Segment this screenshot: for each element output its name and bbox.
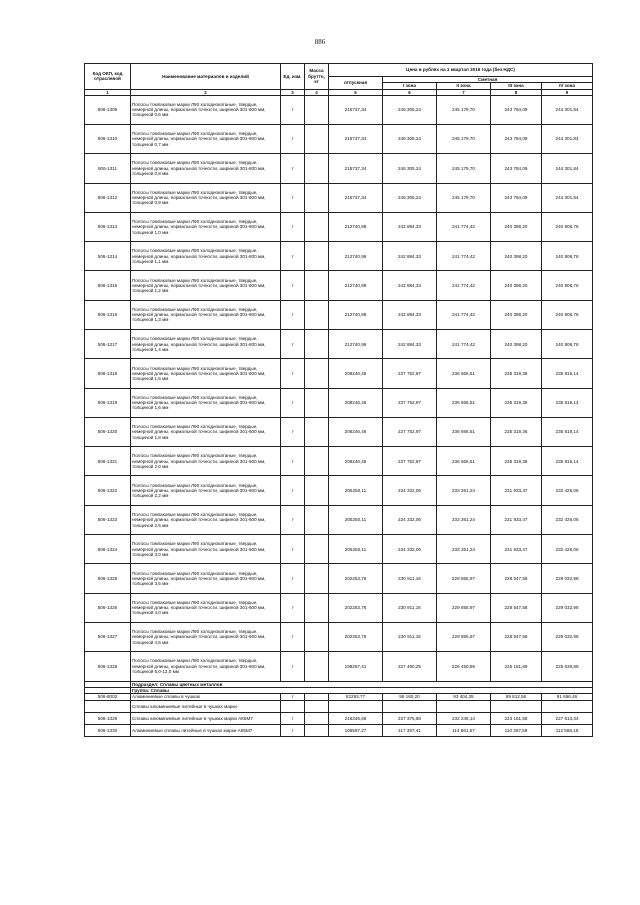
item-unit: т [281, 622, 305, 651]
page-number: 886 [314, 38, 326, 46]
item-name: Полосы томпаковые марки Л90 холоднокатаные, твердые, немерной длины, нормальной точности, шириной 301-600 мм, толщиной 4,5 мм [131, 622, 281, 651]
item-zone4-price: 229 032,98 [542, 564, 593, 593]
item-mass [305, 725, 329, 737]
item-zone1-price: 237 752,97 [383, 388, 437, 417]
item-zone2-price: 241 774,42 [437, 330, 491, 359]
item-zone4-price: 91 656,46 [542, 694, 593, 701]
header-price-group: Цена в рублях на 1 квартал 2016 года (без НДС) [329, 64, 593, 77]
header-unit: Ед. изм. [281, 64, 305, 90]
item-release-price: 215737,34 [329, 95, 383, 124]
item-code: 506-1327 [85, 622, 131, 651]
item-release-price: 205250,11 [329, 505, 383, 534]
item-name: Полосы томпаковые марки Л90 холоднокатаные, твердые, немерной длины, нормальной точности, шириной 301-600 мм, толщиной 1,2 мм [131, 271, 281, 300]
item-release-price: 216346,66 [329, 713, 383, 725]
item-name: Алюминиевые сплавы в чушках [131, 694, 281, 701]
item-mass [305, 359, 329, 388]
item-unit: т [281, 652, 305, 681]
item-release-price: 215737,34 [329, 124, 383, 153]
item-code [85, 701, 131, 713]
item-mass [305, 124, 329, 153]
item-mass [305, 593, 329, 622]
item-zone1-price: 246 305,24 [383, 124, 437, 153]
item-zone3-price: 235 319,36 [491, 417, 542, 446]
item-zone2-price: 241 774,42 [437, 242, 491, 271]
item-zone2-price: 233 261,24 [437, 505, 491, 534]
item-zone1-price: 237 752,97 [383, 417, 437, 446]
item-unit [281, 701, 305, 713]
item-mass [305, 564, 329, 593]
item-zone4-price: 229 032,98 [542, 622, 593, 651]
table-row [85, 535, 593, 564]
item-zone2-price: 229 855,97 [437, 593, 491, 622]
item-zone1-price: 234 332,06 [383, 505, 437, 534]
item-zone2-price: 229 855,97 [437, 622, 491, 651]
item-zone1-price: 246 305,24 [383, 183, 437, 212]
item-name: Полосы томпаковые марки Л90 холоднокатаные, твердые, немерной длины, нормальной точности, шириной 301-600 мм, толщиной 0,6 мм [131, 95, 281, 124]
item-release-price: 202253,76 [329, 593, 383, 622]
item-code: 506-1321 [85, 447, 131, 476]
item-unit: т [281, 593, 305, 622]
column-number: 2 [131, 89, 281, 95]
item-zone4-price: 232 426,06 [542, 535, 593, 564]
item-code: 506-1316 [85, 300, 131, 329]
header-zone-4: IV зона [542, 83, 593, 89]
item-release-price: 205250,11 [329, 476, 383, 505]
item-zone2-price: 241 774,42 [437, 300, 491, 329]
column-number: 4 [305, 89, 329, 95]
group-row-label: Группа: Сплавы [131, 687, 593, 693]
item-name: Полосы томпаковые марки Л90 холоднокатаные, твердые, немерной длины, нормальной точности, шириной 301-600 мм, толщиной 5,0-12,0 мм [131, 652, 281, 681]
item-name: Полосы томпаковые марки Л90 холоднокатаные, твердые, немерной длины, нормальной точности, шириной 301-600 мм, толщиной 1,0 мм [131, 212, 281, 241]
item-zone1-price: 246 305,24 [383, 95, 437, 124]
item-zone1-price: 242 884,33 [383, 300, 437, 329]
table-row [85, 154, 593, 183]
item-zone3-price [491, 701, 542, 713]
item-zone2-price: 245 179,70 [437, 183, 491, 212]
item-release-price: 106597,27 [329, 725, 383, 737]
item-release-price: 212740,99 [329, 330, 383, 359]
item-zone1-price: 237 375,58 [383, 713, 437, 725]
item-code: 506-1326 [85, 593, 131, 622]
item-zone1-price: 242 884,33 [383, 330, 437, 359]
item-name: Полосы томпаковые марки Л90 холоднокатаные, твердые, немерной длины, нормальной точности, шириной 301-600 мм, толщиной 1,5 мм [131, 359, 281, 388]
item-unit: т [281, 505, 305, 534]
item-unit: т [281, 417, 305, 446]
item-zone3-price: 240 398,20 [491, 271, 542, 300]
item-name: Полосы томпаковые марки Л90 холоднокатаные, твердые, немерной длины, нормальной точности, шириной 301-600 мм, толщиной 1,6 мм [131, 388, 281, 417]
item-code: 506-1313 [85, 212, 131, 241]
item-release-price: 212740,99 [329, 212, 383, 241]
item-zone1-price: 230 911,16 [383, 622, 437, 651]
item-zone3-price: 240 398,20 [491, 212, 542, 241]
item-zone4-price: 240 908,76 [542, 300, 593, 329]
item-zone4-price: 240 908,76 [542, 242, 593, 271]
item-zone2-price: 226 450,69 [437, 652, 491, 681]
header-release: отпускная [329, 77, 383, 90]
item-mass [305, 622, 329, 651]
item-release-price: 215737,34 [329, 183, 383, 212]
column-number: 1 [85, 89, 131, 95]
item-code: 506-1312 [85, 183, 131, 212]
item-release-price: 208246,46 [329, 447, 383, 476]
item-unit: т [281, 300, 305, 329]
item-zone1-price: 242 884,33 [383, 271, 437, 300]
item-name: Полосы томпаковые марки Л90 холоднокатаные, твердые, немерной длины, нормальной точности, шириной 301-600 мм, толщиной 2,5 мм [131, 505, 281, 534]
item-unit: т [281, 694, 305, 701]
item-zone2-price: 241 774,42 [437, 271, 491, 300]
column-number: 9 [542, 89, 593, 95]
item-release-price: 212740,99 [329, 271, 383, 300]
table-row [85, 95, 593, 124]
item-zone2-price: 245 179,70 [437, 154, 491, 183]
item-zone4-price: 244 301,84 [542, 154, 593, 183]
column-number: 7 [437, 89, 491, 95]
item-zone1-price: 246 305,24 [383, 154, 437, 183]
price-table [84, 63, 593, 737]
item-zone3-price: 223 151,58 [491, 713, 542, 725]
column-number: 5 [329, 89, 383, 95]
item-zone4-price: 235 819,14 [542, 388, 593, 417]
table-row [85, 388, 593, 417]
item-zone1-price: 227 490,25 [383, 652, 437, 681]
item-code: 506-1328 [85, 652, 131, 681]
item-release-price: 208246,46 [329, 417, 383, 446]
item-zone2-price: 236 666,51 [437, 417, 491, 446]
item-zone2-price: 236 666,51 [437, 359, 491, 388]
table-row [85, 564, 593, 593]
item-release-price: 199257,41 [329, 652, 383, 681]
column-number: 3 [281, 89, 305, 95]
item-zone3-price: 240 398,20 [491, 330, 542, 359]
item-name: Полосы томпаковые марки Л90 холоднокатаные, твердые, немерной длины, нормальной точности, шириной 301-600 мм, толщиной 0,9 мм [131, 183, 281, 212]
table-body [85, 95, 593, 737]
item-name: Полосы томпаковые марки Л90 холоднокатаные, твердые, немерной длины, нормальной точности, шириной 301-600 мм, толщиной 1,8 мм [131, 417, 281, 446]
table-row [85, 271, 593, 300]
item-zone2-price [437, 701, 491, 713]
item-zone3-price: 235 319,36 [491, 447, 542, 476]
item-code: 506-8002 [85, 694, 131, 701]
item-zone4-price: 244 301,84 [542, 124, 593, 153]
item-name: Алюминиевые сплавы литейные в чушках марки АК5М7 [131, 725, 281, 737]
item-zone2-price: 245 179,70 [437, 124, 491, 153]
item-zone4-price: 232 426,06 [542, 476, 593, 505]
item-name: Сплавы алюминиевые литейные в чушках марки [131, 701, 281, 713]
item-zone4-price: 244 301,84 [542, 95, 593, 124]
table-row [85, 476, 593, 505]
item-code: 506-1330 [85, 725, 131, 737]
item-code: 506-1323 [85, 505, 131, 534]
item-release-price: 208246,46 [329, 388, 383, 417]
item-zone4-price [542, 701, 593, 713]
table-row [85, 694, 593, 701]
item-mass [305, 388, 329, 417]
item-mass [305, 417, 329, 446]
table-row [85, 505, 593, 534]
item-zone4-price: 112 568,15 [542, 725, 593, 737]
header-name: Наименование материалов и изделий [131, 64, 281, 90]
item-code: 506-1315 [85, 271, 131, 300]
header-code: Код ОКП, код отраслевой [85, 64, 131, 90]
table-row [85, 300, 593, 329]
item-zone3-price: 231 933,47 [491, 535, 542, 564]
header-estimate: Сметная [383, 77, 593, 83]
item-mass [305, 95, 329, 124]
item-release-price: 212740,99 [329, 300, 383, 329]
item-unit: т [281, 535, 305, 564]
item-unit: т [281, 212, 305, 241]
item-name: Полосы томпаковые марки Л90 холоднокатаные, твердые, немерной длины, нормальной точности, шириной 301-600 мм, толщиной 1,3 мм [131, 300, 281, 329]
item-mass [305, 154, 329, 183]
item-zone4-price: 235 819,14 [542, 417, 593, 446]
item-code: 506-1317 [85, 330, 131, 359]
table-row [85, 701, 593, 713]
item-zone2-price: 229 855,97 [437, 564, 491, 593]
table-row [85, 713, 593, 725]
item-mass [305, 701, 329, 713]
item-zone4-price: 244 301,84 [542, 183, 593, 212]
item-zone2-price: 236 666,51 [437, 447, 491, 476]
item-zone1-price [383, 701, 437, 713]
header-zone-1: I зона [383, 83, 437, 89]
table-row [85, 212, 593, 241]
table-row [85, 447, 593, 476]
item-mass [305, 505, 329, 534]
item-release-price: 82293,77 [329, 694, 383, 701]
table-row [85, 622, 593, 651]
item-name: Полосы томпаковые марки Л90 холоднокатаные, твердые, немерной длины, нормальной точности, шириной 301-600 мм, толщиной 2,2 мм [131, 476, 281, 505]
item-zone1-price: 95 160,20 [383, 694, 437, 701]
table-row [85, 593, 593, 622]
header-zone-3: III зона [491, 83, 542, 89]
item-mass [305, 300, 329, 329]
item-zone2-price: 241 774,42 [437, 212, 491, 241]
item-release-price: 205250,11 [329, 535, 383, 564]
item-zone3-price: 243 784,09 [491, 183, 542, 212]
item-mass [305, 652, 329, 681]
item-zone4-price: 227 613,34 [542, 713, 593, 725]
item-zone2-price: 233 261,24 [437, 476, 491, 505]
item-zone3-price: 228 547,58 [491, 622, 542, 651]
header-zone-2: II зона [437, 83, 491, 89]
item-unit: т [281, 95, 305, 124]
item-zone3-price: 89 812,56 [491, 694, 542, 701]
item-zone4-price: 225 639,89 [542, 652, 593, 681]
item-mass [305, 212, 329, 241]
item-mass [305, 447, 329, 476]
item-zone4-price: 240 908,76 [542, 330, 593, 359]
item-name: Полосы томпаковые марки Л90 холоднокатаные, твердые, немерной длины, нормальной точности, шириной 301-600 мм, толщиной 1,1 мм [131, 242, 281, 271]
item-zone3-price: 243 784,09 [491, 124, 542, 153]
item-release-price: 202253,76 [329, 564, 383, 593]
table-row [85, 359, 593, 388]
item-zone1-price: 237 752,97 [383, 359, 437, 388]
item-zone4-price: 240 908,76 [542, 212, 593, 241]
item-zone3-price: 235 319,36 [491, 359, 542, 388]
item-unit: т [281, 476, 305, 505]
table-row [85, 330, 593, 359]
item-zone3-price: 228 547,58 [491, 593, 542, 622]
item-mass [305, 476, 329, 505]
item-zone1-price: 234 332,06 [383, 535, 437, 564]
item-unit: т [281, 124, 305, 153]
item-code: 506-1311 [85, 154, 131, 183]
item-unit: т [281, 564, 305, 593]
item-unit: т [281, 359, 305, 388]
item-name: Сплавы алюминиевые литейные в чушках марки АК5М7 [131, 713, 281, 725]
item-zone1-price: 117 397,41 [383, 725, 437, 737]
item-zone1-price: 237 752,97 [383, 447, 437, 476]
item-mass [305, 183, 329, 212]
item-name: Полосы томпаковые марки Л90 холоднокатаные, твердые, немерной длины, нормальной точности, шириной 301-600 мм, толщиной 1,4 мм [131, 330, 281, 359]
item-zone2-price: 233 261,24 [437, 535, 491, 564]
table-row [85, 124, 593, 153]
item-zone3-price: 231 933,47 [491, 505, 542, 534]
item-zone2-price: 236 666,51 [437, 388, 491, 417]
item-zone3-price: 110 367,59 [491, 725, 542, 737]
item-zone1-price: 242 884,33 [383, 212, 437, 241]
item-code: 506-1322 [85, 476, 131, 505]
item-mass [305, 713, 329, 725]
item-code: 506-1324 [85, 535, 131, 564]
item-unit: т [281, 183, 305, 212]
item-release-price [329, 701, 383, 713]
header-mass: Масса брутто, кг [305, 64, 329, 90]
item-code: 506-1318 [85, 359, 131, 388]
item-code: 506-1309 [85, 95, 131, 124]
column-number: 8 [491, 89, 542, 95]
item-zone3-price: 240 398,20 [491, 242, 542, 271]
item-zone3-price: 228 547,58 [491, 564, 542, 593]
item-zone3-price: 243 784,09 [491, 95, 542, 124]
item-zone2-price: 114 861,57 [437, 725, 491, 737]
item-code: 506-1329 [85, 713, 131, 725]
item-mass [305, 694, 329, 701]
table-row [85, 652, 593, 681]
item-zone1-price: 230 911,16 [383, 593, 437, 622]
item-zone3-price: 240 398,20 [491, 300, 542, 329]
item-name: Полосы томпаковые марки Л90 холоднокатаные, твердые, немерной длины, нормальной точности, шириной 301-600 мм, толщиной 3,0 мм [131, 535, 281, 564]
item-zone3-price: 231 933,47 [491, 476, 542, 505]
item-unit: т [281, 725, 305, 737]
item-mass [305, 535, 329, 564]
column-number: 6 [383, 89, 437, 95]
item-zone4-price: 229 032,98 [542, 593, 593, 622]
item-release-price: 215737,34 [329, 154, 383, 183]
item-name: Полосы томпаковые марки Л90 холоднокатаные, твердые, немерной длины, нормальной точности, шириной 301-600 мм, толщиной 0,7 мм [131, 124, 281, 153]
item-unit: т [281, 242, 305, 271]
item-release-price: 202253,76 [329, 622, 383, 651]
item-mass [305, 330, 329, 359]
item-zone2-price: 245 179,70 [437, 95, 491, 124]
item-zone2-price: 93 404,35 [437, 694, 491, 701]
item-zone4-price: 240 908,76 [542, 271, 593, 300]
item-code: 506-1310 [85, 124, 131, 153]
item-name: Полосы томпаковые марки Л90 холоднокатаные, твердые, немерной длины, нормальной точности, шириной 301-600 мм, толщиной 4,0 мм [131, 593, 281, 622]
item-zone4-price: 235 819,14 [542, 359, 593, 388]
item-mass [305, 242, 329, 271]
item-name: Полосы томпаковые марки Л90 холоднокатаные, твердые, немерной длины, нормальной точности, шириной 301-600 мм, толщиной 2,0 мм [131, 447, 281, 476]
item-zone4-price: 235 819,14 [542, 447, 593, 476]
item-code: 506-1320 [85, 417, 131, 446]
item-zone3-price: 235 319,36 [491, 388, 542, 417]
item-zone1-price: 234 332,06 [383, 476, 437, 505]
item-name: Полосы томпаковые марки Л90 холоднокатаные, твердые, немерной длины, нормальной точности, шириной 301-600 мм, толщиной 0,8 мм [131, 154, 281, 183]
item-name: Полосы томпаковые марки Л90 холоднокатаные, твердые, немерной длины, нормальной точности, шириной 301-600 мм, толщиной 3,5 мм [131, 564, 281, 593]
table-row [85, 242, 593, 271]
item-unit: т [281, 154, 305, 183]
item-unit: т [281, 447, 305, 476]
table-row [85, 417, 593, 446]
item-zone1-price: 242 884,33 [383, 242, 437, 271]
table-row [85, 725, 593, 737]
item-release-price: 208246,46 [329, 359, 383, 388]
item-zone2-price: 232 248,14 [437, 713, 491, 725]
item-release-price: 212740,99 [329, 242, 383, 271]
item-code: 506-1314 [85, 242, 131, 271]
item-unit: т [281, 330, 305, 359]
subsection-row-label: Подраздел: Сплавы цветных металлов [131, 681, 593, 687]
table-row [85, 183, 593, 212]
item-zone3-price: 243 784,09 [491, 154, 542, 183]
item-unit: т [281, 713, 305, 725]
item-code: 506-1325 [85, 564, 131, 593]
item-zone3-price: 225 161,69 [491, 652, 542, 681]
item-unit: т [281, 271, 305, 300]
item-code: 506-1319 [85, 388, 131, 417]
item-zone1-price: 230 911,16 [383, 564, 437, 593]
item-mass [305, 271, 329, 300]
item-zone4-price: 232 426,06 [542, 505, 593, 534]
item-unit: т [281, 388, 305, 417]
